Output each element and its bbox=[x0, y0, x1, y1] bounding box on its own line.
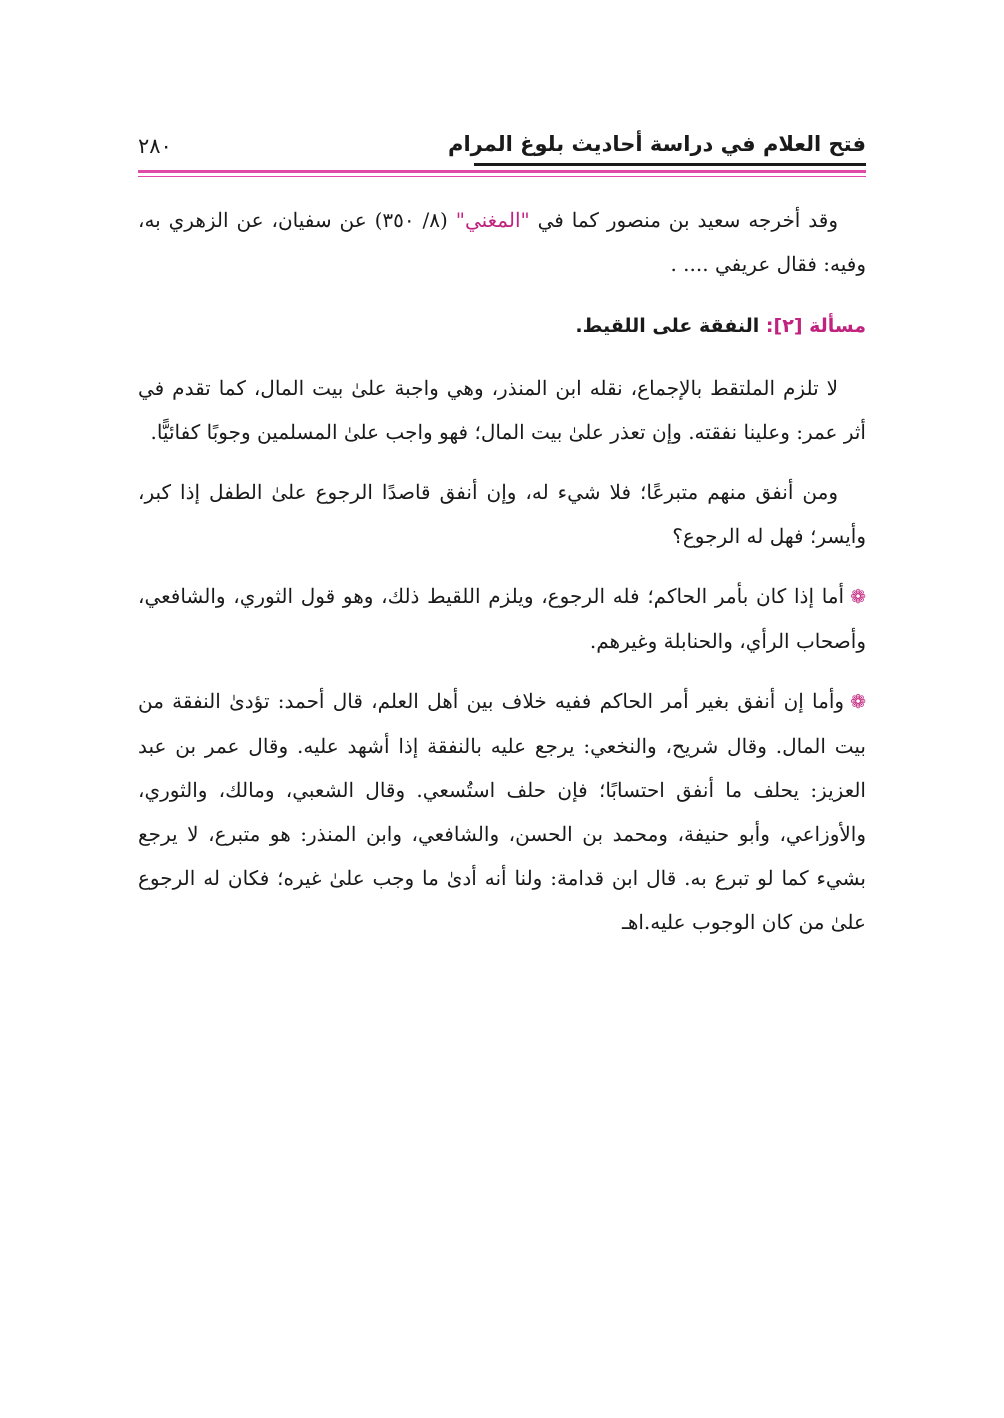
header-rule-thin bbox=[138, 176, 866, 177]
header-rule-thick bbox=[138, 170, 866, 173]
bullet-paragraph-ruler-order bbox=[138, 574, 866, 663]
issue-label: مسألة [٢]: bbox=[765, 315, 866, 337]
bullet-text: وأما إن أنفق بغير أمر الحاكم ففيه خلاف بين أهل العلم، قال أحمد: تؤدىٰ النفقة من بيت المال. وقال شريح، والنخعي: يرجع عليه بالنفقة إذا أشهد عليه. وقال عمر بن عبد العزيز: يحلف ما أنفق احتسابًا؛ فإن حلف استُسعي. وقال الشعبي، ومالك، والثوري، والأوزاعي، وأبو حنيفة، ومحمد بن الحسن، والشافعي، وابن المنذر: هو متبرع، لا يرجع بشيء كما لو تبرع به. قال ابن قدامة: ولنا أنه أدىٰ ما وجب علىٰ غيره؛ فكان له الرجوع علىٰ من كان الوجوب عليه.اهـ bbox=[138, 689, 866, 934]
quoted-book-name: "المغني" bbox=[455, 208, 530, 232]
book-title: فتح العلام في دراسة أحاديث بلوغ المرام bbox=[448, 132, 866, 156]
bullet-paragraph-without-order bbox=[138, 679, 866, 944]
issue-heading bbox=[138, 304, 866, 348]
paragraph-question: ومن أنفق منهم متبرعًا؛ فلا شيء له، وإن أنفق قاصدًا الرجوع علىٰ الطفل إذا كبر، وأيسر؛ فهل له الرجوع؟ bbox=[138, 480, 866, 548]
page-body bbox=[138, 198, 866, 944]
page-header bbox=[138, 126, 866, 170]
title-underline bbox=[474, 163, 866, 166]
book-page bbox=[138, 126, 866, 934]
flower-ornament-icon: ❁ bbox=[850, 586, 866, 608]
paragraph-ruling: لا تلزم الملتقط بالإجماع، نقله ابن المنذر، وهي واجبة علىٰ بيت المال، كما تقدم في أثر عمر: وعلينا نفقته. وإن تعذر علىٰ بيت المال؛ فهو واجب علىٰ المسلمين وجوبًا كفائيًّا. bbox=[138, 376, 866, 444]
page-number: ٢٨٠ bbox=[138, 134, 172, 158]
paragraph-citation bbox=[138, 198, 866, 286]
bullet-text: أما إذا كان بأمر الحاكم؛ فله الرجوع، ويلزم اللقيط ذلك، وهو قول الثوري، والشافعي، وأصحاب الرأي، والحنابلة وغيرهم. bbox=[138, 584, 866, 653]
citation-text-after: (٨/ ٣٥٠) عن سفيان، عن الزهري به، وفيه: فقال عريفي .... . bbox=[138, 208, 866, 276]
citation-text-before: وقد أخرجه سعيد بن منصور كما في bbox=[529, 208, 838, 232]
flower-ornament-icon: ❁ bbox=[850, 691, 866, 713]
issue-title: النفقة على اللقيط. bbox=[575, 315, 760, 337]
